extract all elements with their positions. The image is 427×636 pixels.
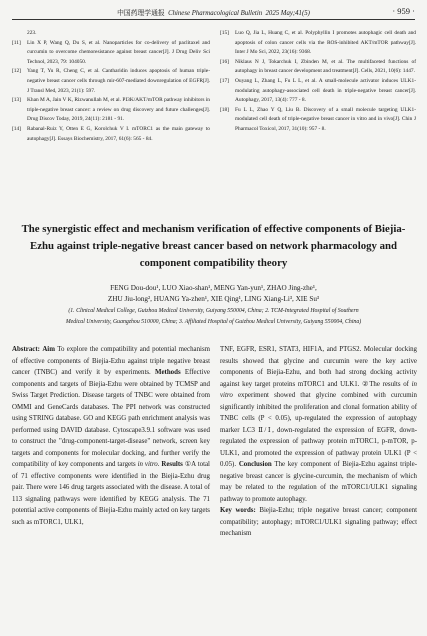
reference-item xyxy=(12,96,210,125)
results-text-left: ①A total of 71 effective components were identified in the Biejia-Ezhu drug pair. There were 146 drug targets associated with the disease. A total of 113 signaling pathways were identified by KEGG analysis. The 71 potential active components of Biejia-Ezhu mainly acted on key targets such as mTORC1, ULK1, xyxy=(12,461,210,526)
reference-number: [13] xyxy=(12,97,21,104)
article-title: The synergistic effect and mechanism verification of effective components of Biejia-Ezhu against triple-negative breast cancer based on network pharmacology and component compatibility theory xyxy=(21,223,406,269)
reference-number: [11] xyxy=(12,39,21,46)
aim-label: Aim xyxy=(42,346,55,353)
running-header xyxy=(12,7,415,23)
reference-item xyxy=(220,77,416,106)
affiliation-line-2: Medical University, Guangzhou 510000, China; 3. Affiliated Hospital of Guizhou Medical University, Guiyang 550004, China) xyxy=(65,319,362,325)
abstract-label: Abstract: xyxy=(12,346,40,353)
author-line-2: ZHU Jiu-long², HUANG Ya-zhen¹, XIE Qing¹, LING Xiang-Li³, XIE Su³ xyxy=(107,295,320,303)
results-text-right-1: TNF, EGFR, ESR1, STAT3, HIF1A, and PTGS2. Molecular docking results showed that glycine and curcumin were the key active components of Biejia-Ezhu, and both had strong docking activity against key target proteins mTORC1 and ULK1. ②The results of xyxy=(220,346,417,388)
header-rule xyxy=(12,19,415,20)
reference-text: 223. xyxy=(27,30,37,36)
keywords-block xyxy=(220,505,417,540)
reference-item xyxy=(12,29,210,39)
reference-number: [14] xyxy=(12,125,21,132)
author-line-1: FENG Dou-dou¹, LUO Xiao-shan¹, MENG Yan-yun¹, ZHAO Jing-zhe¹, xyxy=(110,284,317,292)
reference-text: Lin X P, Wang Q, Du S, et al. Nanoparticles for co-delivery of paclitaxel and curcumin to overcome chemoresistance against breast cancer[J]. J Drug Deliv Sci Technol, 2023, 79: 104050. xyxy=(27,39,210,65)
reference-number: [17] xyxy=(220,77,229,84)
methods-label: Methods xyxy=(154,369,181,376)
reference-text: Ouyang L, Zhang L, Fu L L, et al. A small-molecule activator induces ULK1-modulating autophagy-associated cell death in triple-negative breast cancer[J]. Autophagy, 2017, 13(4): 777 - 8. xyxy=(235,77,416,104)
results-label: Results xyxy=(161,461,183,468)
journal-name xyxy=(12,7,415,17)
page-number: · 959 · xyxy=(392,6,415,16)
reference-item xyxy=(12,39,210,68)
reference-item xyxy=(12,67,210,96)
affiliation-line-1: (1. Clinical Medical College, Guizhou Medical University, Guiyang 550004, China; 2. TCM-Integrated Hospital of Southern xyxy=(68,308,359,314)
reference-text: Fu L L, Zhao Y Q, Liu B. Discovery of a small molecule targeting ULK1-modulated cell death of triple-negative breast cancer in vitro and in vivo[J]. Chin J Pharmacol Toxicol, 2017, 31(10): 957 - 8. xyxy=(235,106,416,132)
reference-text: Niklaus N J, Tokarchuk I, Zbinden M, et al. The multifaceted functions of autophagy in breast cancer development and treatment[J]. Cells, 2021, 10(6): 1447. xyxy=(235,58,416,75)
results-text-right-2: experiment showed that glycine combined with curcumin significantly inhibited the proliferation and clonal formation ability of TNBC cells (P < 0.05), up-regulated the expression of autophagy marker LC3 Ⅱ/Ⅰ, down-regulated the expression of EGFR, down-regulated the expression of pathway protein mTORC1, p-mTOR, p-ULK1, and promoted the expression of pathway protein ULK1 (P < 0.05). xyxy=(220,392,417,468)
methods-text: Effective components and targets of Biejia-Ezhu were obtained by TCMSP and Swiss Target Prediction. Disease targets of TNBC were obtained from OMMI and GeneCards databases. The PPI network was constructed using STRING database. GO and KEGG path enrichment analysis was performed using DAVID database. Cytoscape3.9.1 software was used to construct the "drug-component-target-disease" network, screen key targets and components for molecular docking, and further verify the compatibility of key components and targets xyxy=(12,369,210,468)
reference-text: Yang T, Yu R, Cheng C, et al. Cantharidin induces apoptosis of human triple-negative breast cancer cells through mir-607-mediated downregulation of EGFR[J]. J Transl Med, 2023, 21(1): 597. xyxy=(27,68,210,94)
abstract-left-column: Abstract: Aim To explore the compatibility and potential mechanism of effective components of Biejia-Ezhu against triple negative breast cancer (TNBC) and verify it by experiments. Methods Effective components and targets of Biejia-Ezhu were obtained by TCMSP and Swiss Target Prediction. Disease targets of TNBC were obtained from OMMI and GeneCards databases. The PPI network was constructed using STRING database. GO and KEGG path enrichment analysis was performed using DAVID database. Cytoscape3.9.1 software was used to construct the "drug-component-target-disease" network, screen key targets and components for molecular docking, and further verify the compatibility of key components and targets in vitro. Results ①A total of 71 effective components were identified in the Biejia-Ezhu drug pair. There were 146 drug targets associated with the disease. A total of 113 signaling pathways were identified by KEGG analysis. The 71 potential active components of Biejia-Ezhu mainly acted on key targets such as mTORC1, ULK1, xyxy=(12,346,210,526)
reference-text: Khan M A, Jain V K, Rizwanullah M, et al. PI3K/AKT/mTOR pathway inhibitors in triple-negative breast cancer: a review on drug discovery and future challenges[J]. Drug Discov Today, 2019, 24(11): 2181 - 91. xyxy=(27,97,210,123)
reference-number xyxy=(12,29,27,39)
journal-name-en: Chinese Pharmacological Bulletin xyxy=(168,10,263,17)
journal-name-cn: 中国药理学通报 xyxy=(117,10,165,17)
reference-number: [18] xyxy=(220,106,229,113)
author-list xyxy=(14,283,413,305)
keywords-text: Biejia-Ezhu; triple negative breast cancer; component compatibility; autophagy; mTORC1/ULK1 signaling pathway; effect mechanism xyxy=(220,507,417,537)
affiliations xyxy=(14,306,413,328)
aim-text: To explore the compatibility and potential mechanism of effective components of Biejia-Ezhu against triple negative breast cancer (TNBC) and verify it by experiments. xyxy=(12,346,210,376)
conclusion-label: Conclusion xyxy=(238,461,272,468)
reference-item xyxy=(220,29,416,58)
in-vitro-term: in vitro xyxy=(137,461,158,468)
in-vitro-term-2: in vitro xyxy=(220,380,417,399)
reference-number: [15] xyxy=(220,30,229,36)
reference-item xyxy=(12,125,210,144)
abstract-right-column xyxy=(220,344,417,540)
reference-text: Luo Q, Jia L, Huang C, et al. Polyphyllin I promotes autophagic cell death and apoptosis of colon cancer cells via the ROS-inhibited AKT/mTOR pathway[J]. Inter J Mo Sci, 2022, 23(16): 9368. xyxy=(235,30,416,56)
references-left-column xyxy=(12,29,210,144)
reference-number: [16] xyxy=(220,58,229,65)
conclusion-text: The key component of Biejia-Ezhu against triple-negative breast cancer is glycine-curcumin, the mechanism of which may be related to the regulation of the mTORC1/ULK1 signaling pathway to promote autophagy. xyxy=(220,461,417,503)
reference-text: Rabanal-Ruiz Y, Otten E G, Korolchuk V I. mTORC1 as the main gateway to autophagy[J]. Essays Biochemistry, 2017, 61(6): 565 - 84. xyxy=(27,125,210,142)
reference-item xyxy=(220,58,416,77)
journal-issue: 2025 May;41(5) xyxy=(265,10,310,17)
reference-item xyxy=(220,106,416,135)
reference-number: [12] xyxy=(12,68,21,75)
references-right-column xyxy=(220,29,416,135)
keywords-label: Key words: xyxy=(220,507,256,514)
